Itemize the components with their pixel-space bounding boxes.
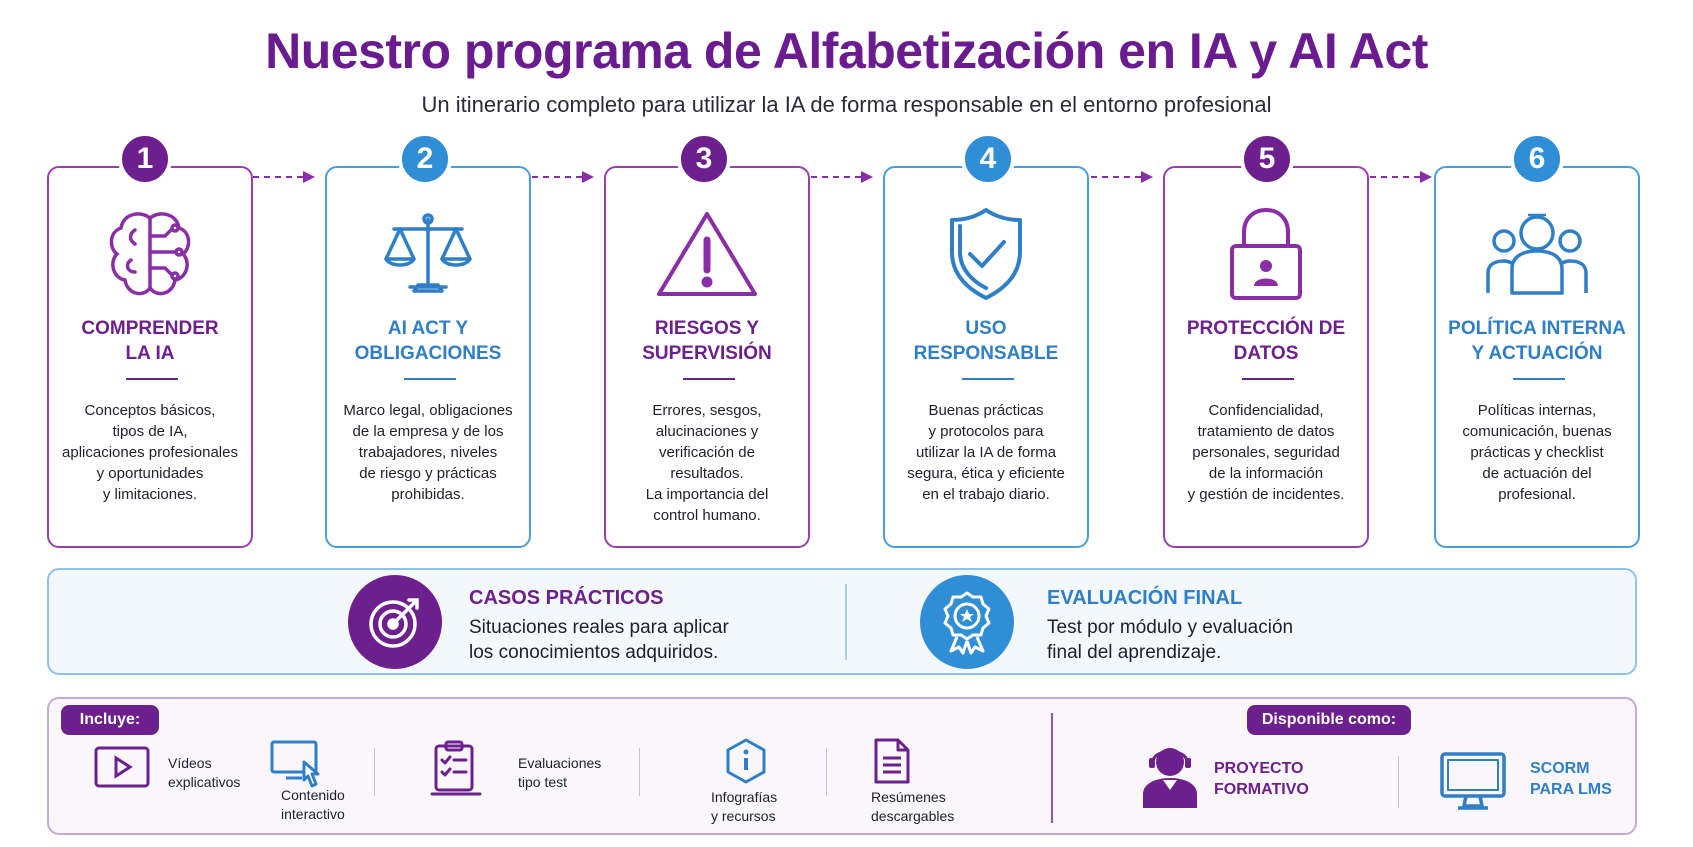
divider — [845, 584, 847, 660]
available-label-proyecto: PROYECTO FORMATIVO — [1214, 760, 1309, 798]
title-underline — [962, 378, 1014, 380]
title-underline — [1242, 378, 1294, 380]
casos-description: Situaciones reales para aplicar los conocimientos adquiridos. — [469, 617, 729, 663]
module-title-4: USO RESPONSABLE — [913, 318, 1059, 364]
shield-check-icon — [885, 204, 1087, 304]
module-card-3 — [604, 166, 810, 548]
page-subtitle: Un itinerario completo para utilizar la IA de forma responsable en el entorno profesional — [421, 92, 1272, 117]
award-badge-icon — [920, 575, 1014, 669]
include-label-interactive: Contenido interactivo — [281, 787, 345, 822]
available-label: Disponible como: — [1247, 705, 1411, 735]
target-icon — [348, 575, 442, 669]
module-description-4: Buenas prácticas y protocolos para utilizar la IA de forma segura, ética y eficiente en el trabajo diario. — [907, 402, 1065, 503]
checklist-clipboard-icon — [430, 740, 482, 796]
module-title-5: PROTECCIÓN DE DATOS — [1186, 318, 1346, 364]
step-number-3: 3 — [677, 132, 731, 186]
page-title: Nuestro programa de Alfabetización en IA y AI Act — [265, 23, 1428, 79]
include-label-infographics: Infografías y recursos — [711, 789, 778, 824]
padlock-icon — [1165, 204, 1367, 304]
casos-title: CASOS PRÁCTICOS — [469, 587, 664, 609]
step-number-4: 4 — [961, 132, 1015, 186]
title-underline — [1513, 378, 1565, 380]
title-underline — [683, 378, 735, 380]
arrow-right-icon — [532, 170, 594, 184]
available-label-scorm: SCORM PARA LMS — [1530, 760, 1612, 798]
divider — [374, 748, 375, 796]
info-hexagon-icon — [725, 738, 767, 784]
step-number-5: 5 — [1240, 132, 1294, 186]
module-title-6: POLÍTICA INTERNA Y ACTUACIÓN — [1448, 318, 1626, 364]
divider — [1398, 756, 1399, 808]
evaluacion-description: Test por módulo y evaluación final del aprendizaje. — [1047, 617, 1294, 663]
include-label-videos: Vídeos explicativos — [168, 755, 241, 790]
module-description-1: Conceptos básicos, tipos de IA, aplicaciones profesionales y oportunidades y limitaciones. — [62, 402, 238, 503]
module-title-2: AI ACT Y OBLIGACIONES — [354, 318, 502, 364]
people-group-icon — [1436, 204, 1638, 304]
evaluacion-title: EVALUACIÓN FINAL — [1047, 587, 1243, 609]
module-card-5 — [1163, 166, 1369, 548]
title-underline — [404, 378, 456, 380]
warning-triangle-icon — [606, 204, 808, 304]
includes-label: Incluye: — [61, 705, 159, 735]
interactive-screen-icon — [270, 740, 328, 790]
module-title-3: RIESGOS Y SUPERVISIÓN — [642, 318, 772, 364]
divider — [826, 748, 827, 796]
module-card-6 — [1434, 166, 1640, 548]
arrow-right-icon — [811, 170, 873, 184]
step-number-6: 6 — [1510, 132, 1564, 186]
brain-circuit-icon — [49, 204, 251, 304]
document-icon — [874, 738, 910, 784]
include-label-evaluations: Evaluaciones tipo test — [518, 755, 602, 790]
title-underline — [126, 378, 178, 380]
module-description-2: Marco legal, obligaciones de la empresa y de los trabajadores, niveles de riesgo y prácticas prohibidas. — [343, 402, 513, 503]
arrow-right-icon — [1091, 170, 1153, 184]
practice-evaluation-band — [47, 568, 1637, 675]
module-title-1: COMPRENDER LA IA — [81, 318, 219, 364]
arrow-right-icon — [1370, 170, 1432, 184]
module-description-5: Confidencialidad, tratamiento de datos personales, seguridad de la información y gestión de incidentes. — [1187, 402, 1345, 503]
include-label-summaries: Resúmenes descargables — [871, 789, 955, 824]
monitor-icon — [1440, 752, 1506, 810]
divider — [639, 748, 640, 796]
divider — [1051, 713, 1053, 823]
instructor-icon — [1141, 744, 1199, 808]
scales-icon — [327, 204, 529, 304]
module-description-3: Errores, sesgos, alucinaciones y verificación de resultados. La importancia del control humano. — [645, 402, 769, 524]
step-number-1: 1 — [118, 132, 172, 186]
module-description-6: Políticas internas, comunicación, buenas prácticas y checklist de actuación del profesional. — [1462, 402, 1612, 503]
module-card-2 — [325, 166, 531, 548]
module-card-1 — [47, 166, 253, 548]
arrow-right-icon — [253, 170, 315, 184]
video-play-icon — [94, 746, 150, 790]
module-card-4 — [883, 166, 1089, 548]
step-number-2: 2 — [398, 132, 452, 186]
